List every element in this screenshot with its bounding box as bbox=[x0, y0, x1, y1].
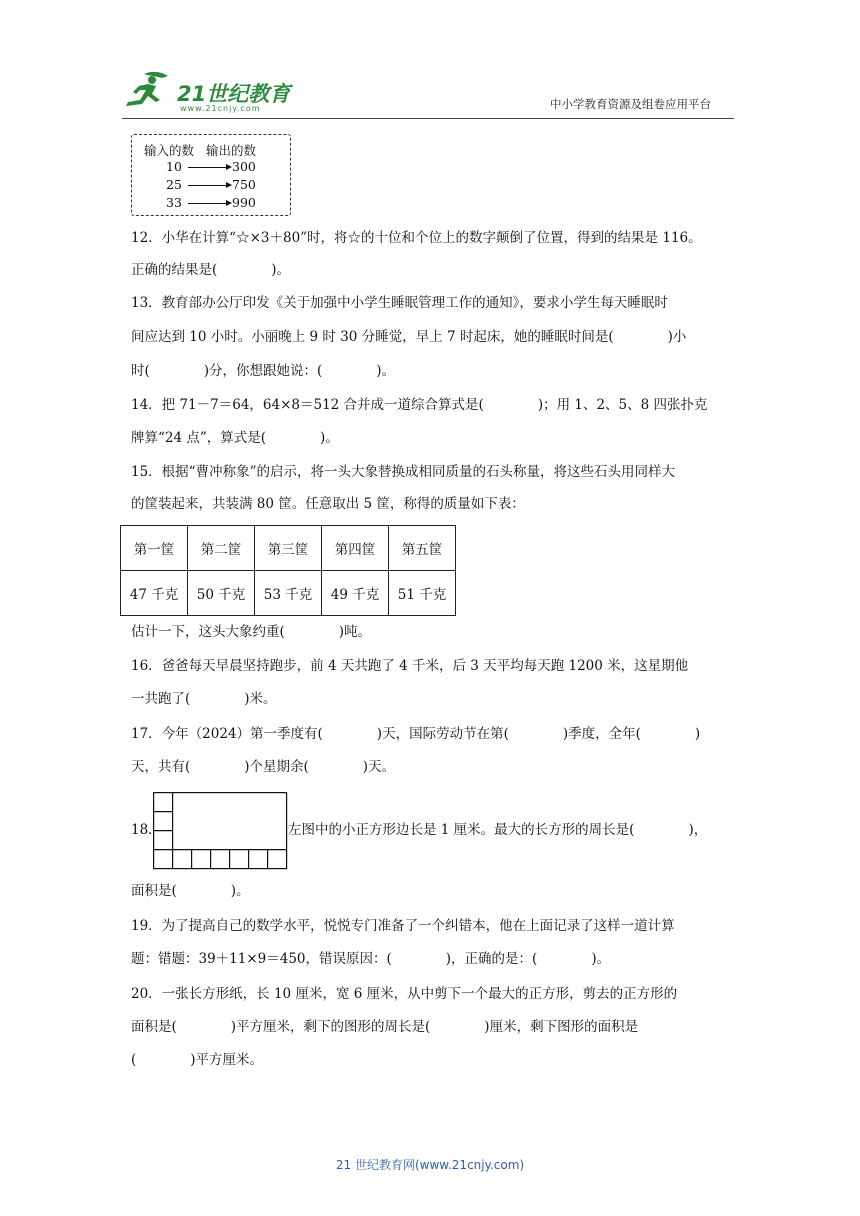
arrow-right-icon bbox=[188, 167, 230, 168]
table-header-cell: 第二筐 bbox=[188, 526, 255, 571]
io-input-value: 10 bbox=[166, 159, 182, 174]
question-20-line-3: ( )平方厘米。 bbox=[131, 1052, 264, 1068]
question-19-line-1: 19．为了提高自己的数学水平，悦悦专门准备了一个纠错本，他在上面记录了这样一道计算 bbox=[131, 918, 675, 934]
page-header bbox=[0, 0, 860, 120]
arrow-right-icon bbox=[188, 203, 230, 204]
io-row bbox=[132, 159, 290, 177]
question-12-line-2: 正确的结果是( )。 bbox=[131, 262, 291, 278]
io-header-in: 输入的数 bbox=[144, 143, 195, 158]
header-divider bbox=[122, 118, 734, 119]
platform-title: 中小学教育资源及组卷应用平台 bbox=[550, 97, 711, 111]
logo-text: 21世纪教育 bbox=[177, 82, 291, 106]
question-19-line-2: 题：错题：39＋11×9＝450，错误原因：( )，正确的是：( )。 bbox=[131, 951, 611, 967]
table-header-cell: 第一筐 bbox=[121, 526, 188, 571]
table-header-cell: 第四筐 bbox=[322, 526, 389, 571]
question-16-line-1: 16．爸爸每天早晨坚持跑步，前 4 天共跑了 4 千米，后 3 天平均每天跑 1200 米，这星期他 bbox=[131, 658, 689, 674]
question-20-line-2: 面积是( )平方厘米，剩下的图形的周长是( )厘米，剩下图形的面积是 bbox=[131, 1019, 639, 1035]
grid-outer-rectangle bbox=[154, 793, 287, 869]
table-cell: 50 千克 bbox=[188, 571, 255, 616]
question-15-line-1: 15．根据“曹冲称象”的启示，将一头大象替换成相同质量的石头称量，将这些石头用同样大 bbox=[131, 464, 675, 480]
io-input-value: 25 bbox=[166, 177, 182, 192]
table-header-row bbox=[121, 526, 456, 571]
question-15-line-2: 的筐装起来，共装满 80 筐。任意取出 5 筐，称得的质量如下表： bbox=[131, 496, 525, 512]
question-18-line-2: 面积是( )。 bbox=[131, 883, 250, 899]
question-16-line-2: 一共跑了( )米。 bbox=[131, 691, 277, 707]
logo-url: www.21cnjy.com bbox=[180, 104, 261, 113]
io-header-out: 输出的数 bbox=[206, 143, 257, 158]
io-output-value: 750 bbox=[232, 177, 256, 192]
table-row bbox=[121, 571, 456, 616]
basket-weight-table bbox=[120, 525, 456, 616]
table-cell: 47 千克 bbox=[121, 571, 188, 616]
runner-logo-icon bbox=[122, 68, 178, 112]
io-row bbox=[132, 177, 290, 195]
question-13-line-2: 间应达到 10 小时。小丽晚上 9 时 30 分睡觉，早上 7 时起床，她的睡眠时间是( )小 bbox=[131, 329, 687, 345]
rectangle-grid-figure bbox=[153, 792, 289, 870]
input-output-box bbox=[131, 134, 291, 216]
question-13-line-3: 时( )分，你想跟她说：( )。 bbox=[131, 363, 396, 379]
table-cell: 53 千克 bbox=[255, 571, 322, 616]
site-logo[interactable] bbox=[122, 68, 292, 118]
io-row bbox=[132, 195, 290, 213]
question-18-line-1: 左图中的小正方形边长是 1 厘米。最大的长方形的周长是( )， bbox=[288, 822, 708, 838]
question-17-line-2: 天，共有( )个星期余( )天。 bbox=[131, 759, 396, 775]
arrow-right-icon bbox=[188, 185, 230, 186]
table-header-cell: 第五筐 bbox=[389, 526, 456, 571]
io-output-value: 990 bbox=[232, 195, 256, 210]
question-20-line-1: 20．一张长方形纸，长 10 厘米，宽 6 厘米，从中剪下一个最大的正方形，剪去的正方形的 bbox=[131, 986, 678, 1002]
question-18-number: 18． bbox=[131, 822, 162, 838]
table-cell: 51 千克 bbox=[389, 571, 456, 616]
question-12-line-1: 12．小华在计算“☆×3＋80”时，将☆的十位和个位上的数字颠倒了位置，得到的结果是 116。 bbox=[131, 230, 702, 246]
page-footer-link[interactable]: 21 世纪教育网(www.21cnjy.com) bbox=[335, 1158, 525, 1172]
io-header bbox=[144, 141, 256, 159]
table-header-cell: 第三筐 bbox=[255, 526, 322, 571]
question-17-line-1: 17．今年（2024）第一季度有( )天，国际劳动节在第( )季度，全年( ) bbox=[131, 726, 701, 742]
question-14-line-1: 14．把 71－7＝64，64×8＝512 合并成一道综合算式是( )；用 1、2、5、8 四张扑克 bbox=[131, 397, 708, 413]
table-cell: 49 千克 bbox=[322, 571, 389, 616]
io-output-value: 300 bbox=[232, 159, 256, 174]
question-14-line-2: 牌算“24 点”，算式是( )。 bbox=[131, 430, 339, 446]
question-15-line-3: 估计一下，这头大象约重( )吨。 bbox=[131, 624, 372, 640]
io-input-value: 33 bbox=[166, 195, 182, 210]
question-13-line-1: 13．教育部办公厅印发《关于加强中小学生睡眠管理工作的通知》，要求小学生每天睡眠时 bbox=[131, 295, 668, 311]
